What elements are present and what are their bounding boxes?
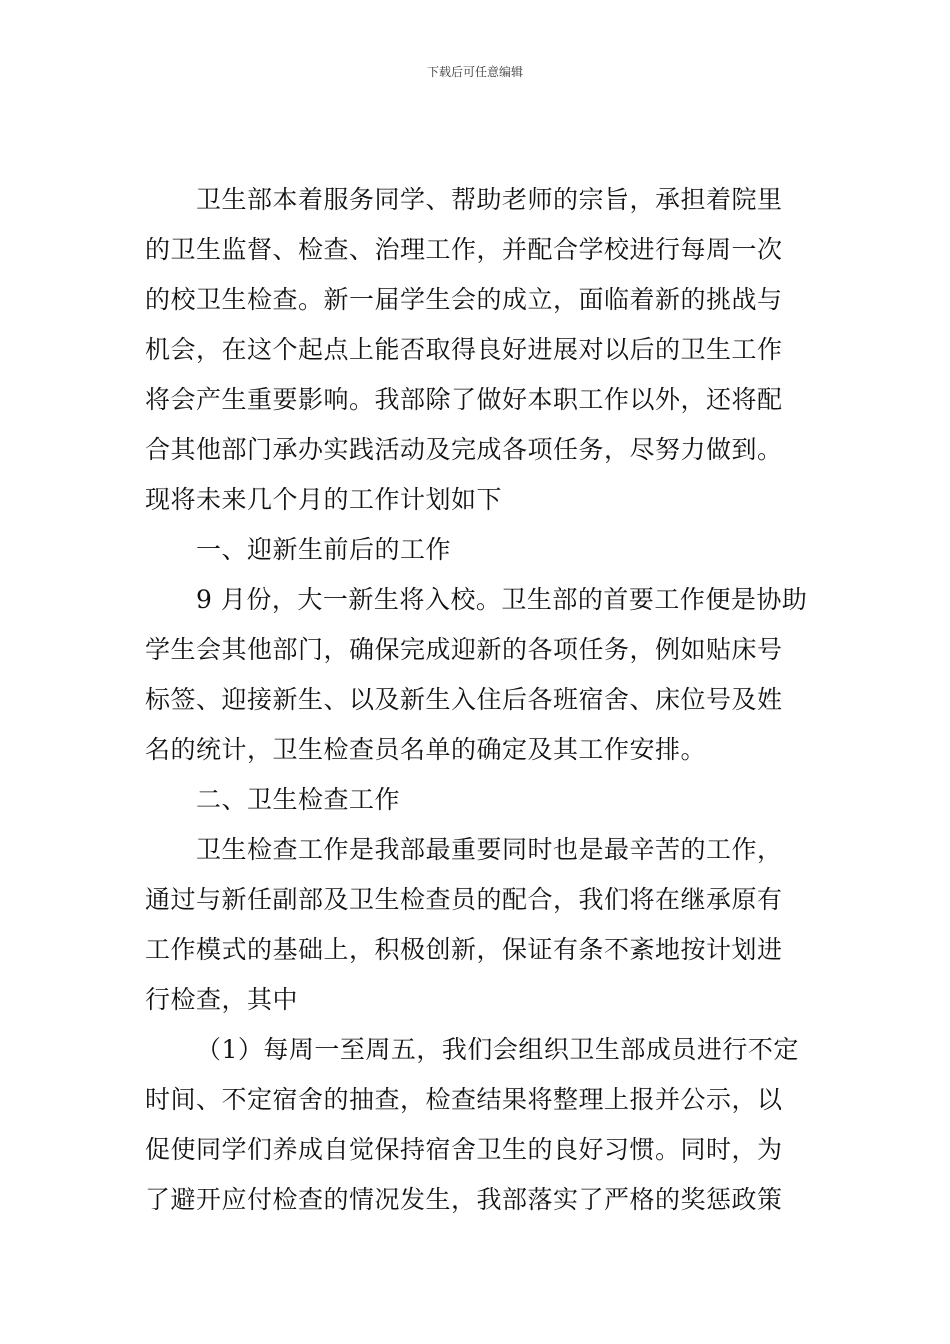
paragraph-line: 行检查，其中 xyxy=(145,985,299,1014)
section-heading: 一、迎新生前后的工作 xyxy=(196,535,452,564)
paragraph-line: 通过与新任副部及卫生检查员的配合，我们将在继承原有 xyxy=(145,885,783,914)
paragraph-line: 促使同学们养成自觉保持宿舍卫生的良好习惯。同时，为 xyxy=(145,1135,783,1164)
paragraph-line: 标签、迎接新生、以及新生入住后各班宿舍、床位号及姓 xyxy=(145,685,783,714)
paragraph-line: 卫生检查工作是我部最重要同时也是最辛苦的工作， xyxy=(196,835,783,864)
page-header: 下载后可任意编辑 xyxy=(426,65,523,79)
section-heading: 二、卫生检查工作 xyxy=(196,785,401,814)
paragraph-line: （1）每周一至周五，我们会组织卫生部成员进行不定 xyxy=(196,1035,799,1064)
paragraph-line: 时间、不定宿舍的抽查，检查结果将整理上报并公示，以 xyxy=(145,1085,783,1114)
paragraph-line: 现将未来几个月的工作计划如下 xyxy=(145,485,503,514)
paragraph-line: 合其他部门承办实践活动及完成各项任务，尽努力做到。 xyxy=(145,435,783,464)
paragraph-line: 学生会其他部门，确保完成迎新的各项任务，例如贴床号 xyxy=(145,635,783,664)
paragraph-line: 了避开应付检查的情况发生，我部落实了严格的奖惩政策 xyxy=(145,1185,783,1214)
paragraph-line: 的校卫生检查。新一届学生会的成立，面临着新的挑战与 xyxy=(145,285,783,314)
paragraph-line: 卫生部本着服务同学、帮助老师的宗旨，承担着院里 xyxy=(196,185,783,214)
paragraph-line: 的卫生监督、检查、治理工作，并配合学校进行每周一次 xyxy=(145,235,783,264)
paragraph-line: 机会，在这个起点上能否取得良好进展对以后的卫生工作 xyxy=(145,335,783,364)
paragraph-line: 9 月份，大一新生将入校。卫生部的首要工作便是协助 xyxy=(196,585,808,614)
paragraph-line: 将会产生重要影响。我部除了做好本职工作以外，还将配 xyxy=(145,385,783,414)
paragraph-line: 名的统计，卫生检查员名单的确定及其工作安排。 xyxy=(145,735,707,764)
paragraph-line: 工作模式的基础上，积极创新，保证有条不紊地按计划进 xyxy=(145,935,783,964)
